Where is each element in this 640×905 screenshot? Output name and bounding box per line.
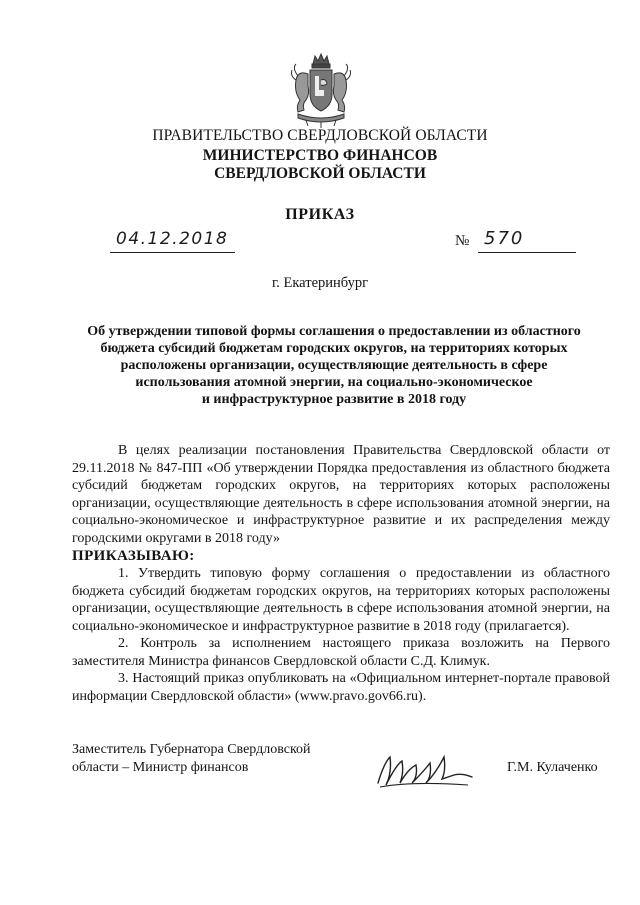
title-line: расположены организации, осуществляющие деятельность в сфере (120, 358, 548, 373)
date-underline (110, 252, 235, 253)
order-item-1: 1. Утвердить типовую форму соглашения о предоставлении из областного бюджета субсидий бюджетам городских округов, на территориях которых расположены организации, осуществляющие деятельность в сфере использования атомной энергии, на социально-экономическое и инфраструктурное развитие в 2018 году (прилагается). (72, 566, 610, 634)
government-name: ПРАВИТЕЛЬСТВО СВЕРДЛОВСКОЙ ОБЛАСТИ (152, 127, 488, 144)
document-title (72, 323, 596, 408)
preamble-paragraph: В целях реализации постановления Правительства Свердловской области от 29.11.2018 № 847-ПП «Об утверждении Порядка предоставления из областного бюджета субсидий бюджетам городских округов, на территориях которых расположены организации, осуществляющие деятельность в сфере использования атомной энергии, на социально-экономическое и инфраструктурное развитие и их распределения между городскими округами в 2018 году» (72, 443, 610, 546)
document-body (72, 442, 610, 705)
number-sign: № (455, 233, 470, 249)
signatory-name: Г.М. Кулаченко (507, 760, 598, 775)
ministry-name-line1: МИНИСТЕРСТВО ФИНАНСОВ (202, 147, 438, 164)
order-number: 570 (484, 228, 525, 249)
title-line: использования атомной энергии, на социально-экономическое (135, 375, 533, 390)
position-line: области – Министр финансов (72, 760, 249, 775)
order-number-field (478, 228, 576, 256)
order-item-3: 3. Настоящий приказ опубликовать на «Официальном интернет-портале правовой информации Свердловской области» (www.pravo.gov66.ru). (72, 671, 610, 704)
order-date-field (110, 228, 235, 256)
title-line: бюджета субсидий бюджетам городских округов, на территориях которых (100, 341, 568, 356)
number-underline (478, 252, 576, 253)
order-word: ПРИКАЗЫВАЮ: (72, 548, 195, 564)
signatory-position (72, 741, 352, 777)
order-item-2: 2. Контроль за исполнением настоящего приказа возложить на Первого заместителя Министра финансов Свердловской области С.Д. Климук. (72, 636, 610, 669)
handwritten-signature-icon (372, 743, 482, 793)
order-date: 04.12.2018 (116, 229, 229, 249)
position-line: Заместитель Губернатора Свердловской (72, 742, 311, 757)
ministry-name-line2: СВЕРДЛОВСКОЙ ОБЛАСТИ (214, 165, 426, 182)
title-line: Об утверждении типовой формы соглашения о предоставлении из областного (87, 324, 581, 339)
coat-of-arms-icon (286, 50, 356, 128)
document-type: ПРИКАЗ (285, 206, 355, 223)
title-line: и инфраструктурное развитие в 2018 году (201, 392, 467, 407)
city: г. Екатеринбург (271, 275, 369, 291)
